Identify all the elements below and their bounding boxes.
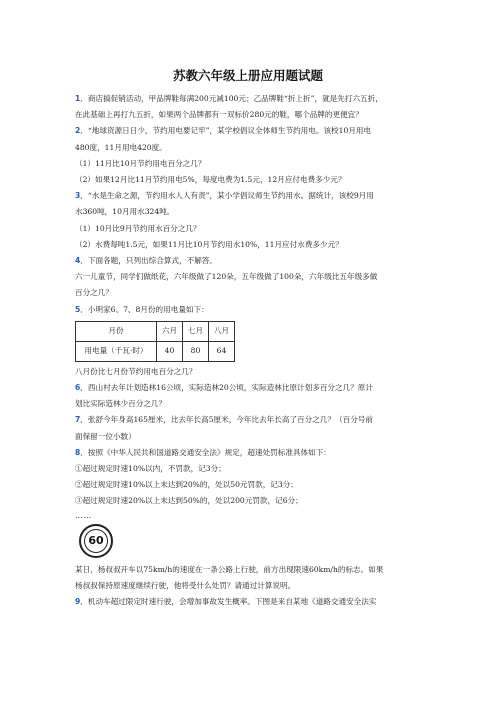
question-number: 3． xyxy=(75,191,88,201)
text-line xyxy=(75,429,425,445)
line-text: 下面各题，只列出综合算式，不解答。 xyxy=(87,256,217,266)
question-number: 6． xyxy=(75,383,88,393)
text-line xyxy=(75,237,425,253)
table-header-cell: 八月 xyxy=(209,321,235,341)
text-line xyxy=(75,412,425,428)
text-line xyxy=(75,253,425,269)
table-header-cell: 七月 xyxy=(183,321,209,341)
text-line xyxy=(75,302,425,318)
table-cell: 用电量（千瓦·时） xyxy=(76,341,157,361)
table-header-row xyxy=(76,321,235,341)
line-text: 杨叔叔保持原速度继续行驶，他将受什么处罚？请通过计算说明。 xyxy=(75,580,296,590)
line-text: 面保留一位小数） xyxy=(75,431,136,441)
text-line xyxy=(75,221,425,237)
line-text: ①超过规定时速10%以内，不罚款，记3分； xyxy=(75,464,226,474)
question-number: 8． xyxy=(75,447,88,457)
text-line xyxy=(75,594,425,610)
text-line xyxy=(75,123,425,139)
line-text: 小明家6、7、8月份的用电量如下： xyxy=(87,304,209,314)
line-text: 八月份比七月份节约用电百分之几？ xyxy=(75,366,197,376)
line-text: “水是生命之源，节约用水人人有责”，某小学倡议师生节约用水。据统计，该校9月用 xyxy=(87,191,374,201)
document-body xyxy=(75,91,425,610)
line-text: 张舒今年身高165厘米，比去年长高5厘米，今年比去年长高了百分之几？（百分号前 xyxy=(87,415,373,425)
line-text: （1）11月比10月节约用电百分之几？ xyxy=(75,158,206,168)
line-text: ③超过规定时速20%以上未达到50%的，处以200元罚款，记6分； xyxy=(75,496,303,506)
table-cell: 80 xyxy=(183,341,209,361)
question-number: 1． xyxy=(75,94,88,103)
speed-limit-sign-icon xyxy=(79,524,113,558)
text-line xyxy=(75,477,425,493)
text-line xyxy=(75,204,425,220)
question-block-1-5 xyxy=(75,91,425,318)
line-text: “地球资源日日少，节约用电要记牢”，某学校倡议全体师生节约用电。该校10月用电 xyxy=(87,126,372,136)
line-text: 某日，杨叔叔开车以75km/h的速度在一条公路上行驶，前方出现限速60km/h的标志。如果 xyxy=(75,564,384,574)
text-line xyxy=(75,578,425,594)
ellipsis: …… xyxy=(75,510,93,520)
text-line xyxy=(75,172,425,188)
line-text: 百分之几？ xyxy=(75,288,113,298)
table-header-cell: 六月 xyxy=(157,321,183,341)
line-text: 在此基础上再打九五折，如果两个品牌都有一双标价280元的鞋，哪个品牌的更便宜？ xyxy=(75,110,363,120)
table-header-cell: 月份 xyxy=(76,321,157,341)
text-line xyxy=(75,156,425,172)
text-line xyxy=(75,380,425,396)
text-line xyxy=(75,269,425,285)
line-text: （1）10月比9月节约用水百分之几？ xyxy=(75,223,201,233)
question-number: 2． xyxy=(75,126,88,136)
table-cell: 64 xyxy=(209,341,235,361)
text-line xyxy=(75,188,425,204)
question-number: 5． xyxy=(75,304,88,314)
text-line xyxy=(75,445,425,461)
line-text: 划比实际造林少百分之几？ xyxy=(75,399,167,409)
text-line xyxy=(75,285,425,301)
text-line xyxy=(75,562,425,578)
text-line xyxy=(75,364,425,380)
electricity-usage-table xyxy=(75,321,235,362)
document-title: 苏教六年级上册应用题试题 xyxy=(172,68,323,83)
text-line xyxy=(75,461,425,477)
line-text: （2）水费每吨1.5元，如果11月比10月节约用水10%，11月应付水费多少元？ xyxy=(75,239,343,249)
table-cell: 40 xyxy=(157,341,183,361)
question-number: 4． xyxy=(75,256,88,266)
text-line xyxy=(75,396,425,412)
line-text: 六一儿童节，同学们做纸花，六年级做了120朵，五年级做了100朵，六年级比五年级多做 xyxy=(75,272,378,282)
text-line xyxy=(75,91,425,107)
line-text: ②超过规定时速10%以上未达到20%的，处以50元罚款，记3分； xyxy=(75,480,298,490)
line-text: 480度，11月用电420度。 xyxy=(75,142,167,152)
text-line xyxy=(75,140,425,156)
question-number: 9． xyxy=(75,597,88,607)
line-text: 机动车超过限定时速行驶，会增加事故发生概率。下图是来自某地《道路交通安全法实 xyxy=(87,597,377,607)
line-text: （2）如果12月比11月节约用电5%，每度电费为1.5元，12月应付电费多少元？ xyxy=(75,175,346,185)
table-row xyxy=(76,341,235,361)
question-block-8-9 xyxy=(75,562,425,611)
text-line xyxy=(75,493,425,509)
line-text: 西山村去年计划造林16公顷，实际造林20公顷，实际造林比原计划多百分之几？原计 xyxy=(87,383,373,393)
text-line xyxy=(75,107,425,123)
question-number: 7． xyxy=(75,415,88,425)
line-text: 按照《中华人民共和国道路交通安全法》规定，超速处罚标准具体如下： xyxy=(87,447,331,457)
line-text: 商店搞促销活动，甲品牌鞋每满200元减100元；乙品牌鞋“折上折”，就是先打六五折， xyxy=(87,94,383,103)
speed-limit-value: 60 xyxy=(84,529,108,553)
line-text: 水360吨，10月用水324吨。 xyxy=(75,207,175,217)
question-block-5-8 xyxy=(75,364,425,510)
